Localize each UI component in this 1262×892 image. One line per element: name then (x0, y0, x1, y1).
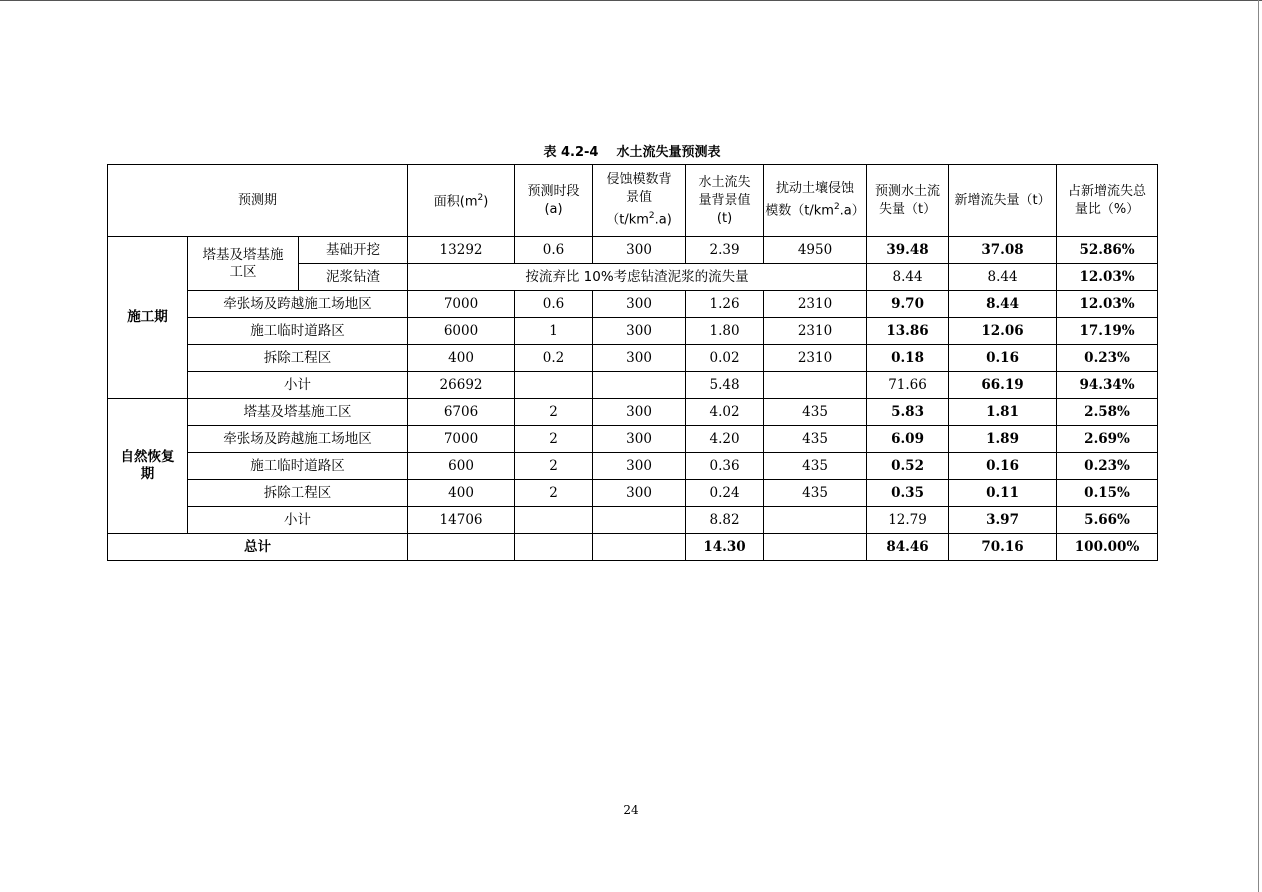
cell-ratio: 12.03% (1057, 264, 1158, 291)
cell-area: 6000 (408, 318, 515, 345)
cell-erosion: 300 (593, 426, 686, 453)
cell-area: 14706 (408, 507, 515, 534)
cell-duration (515, 372, 593, 399)
cell-erosion (593, 372, 686, 399)
cell-duration: 0.6 (515, 291, 593, 318)
cell-ratio: 2.69% (1057, 426, 1158, 453)
cell-predicted: 71.66 (867, 372, 949, 399)
period-construction: 施工期 (108, 237, 188, 399)
table-row (108, 453, 1158, 480)
cell-disturbed (764, 534, 867, 561)
cell-erosion: 300 (593, 237, 686, 264)
cell-area: 400 (408, 345, 515, 372)
header-period: 预测期 (108, 165, 408, 237)
cell-duration (515, 534, 593, 561)
cell-area: 26692 (408, 372, 515, 399)
cell-new-loss: 3.97 (949, 507, 1057, 534)
cell-erosion: 300 (593, 453, 686, 480)
table-row (108, 426, 1158, 453)
cell-background: 0.36 (686, 453, 764, 480)
row-label: 基础开挖 (299, 237, 408, 264)
cell-area: 400 (408, 480, 515, 507)
cell-disturbed: 2310 (764, 345, 867, 372)
table-number: 表 4.2-4 (543, 145, 599, 160)
cell-disturbed (764, 372, 867, 399)
cell-ratio: 0.23% (1057, 453, 1158, 480)
cell-ratio: 94.34% (1057, 372, 1158, 399)
header-disturbed-modulus: 扰动土壤侵蚀 模数$(t/km^2.a)$ (764, 165, 867, 237)
cell-disturbed: 435 (764, 399, 867, 426)
cell-area: 7000 (408, 426, 515, 453)
cell-erosion: 300 (593, 480, 686, 507)
cell-new-loss: 12.06 (949, 318, 1057, 345)
cell-predicted: 12.79 (867, 507, 949, 534)
cell-ratio: 52.86% (1057, 237, 1158, 264)
cell-new-loss: 70.16 (949, 534, 1057, 561)
row-label: 塔基及塔基施工区 (188, 399, 408, 426)
cell-area: 13292 (408, 237, 515, 264)
cell-disturbed (764, 507, 867, 534)
cell-disturbed: 435 (764, 453, 867, 480)
page-top-border (0, 0, 1262, 1)
header-background-loss: 水土流失 量背景值 (t) (686, 165, 764, 237)
cell-predicted: 8.44 (867, 264, 949, 291)
cell-predicted: 5.83 (867, 399, 949, 426)
cell-area: 6706 (408, 399, 515, 426)
cell-duration: 2 (515, 399, 593, 426)
header-row (108, 165, 1158, 237)
cell-predicted: 6.09 (867, 426, 949, 453)
cell-duration: 2 (515, 426, 593, 453)
page-number: 24 (623, 803, 639, 817)
cell-ratio: 12.03% (1057, 291, 1158, 318)
header-predicted-loss: 预测水土流 失量（t） (867, 165, 949, 237)
cell-duration: 2 (515, 480, 593, 507)
cell-background: 1.80 (686, 318, 764, 345)
cell-duration: 0.6 (515, 237, 593, 264)
cell-background: 2.39 (686, 237, 764, 264)
table-row-total (108, 534, 1158, 561)
cell-background: 5.48 (686, 372, 764, 399)
cell-area: 7000 (408, 291, 515, 318)
cell-area: 600 (408, 453, 515, 480)
cell-erosion (593, 534, 686, 561)
header-duration: 预测时段 (a) (515, 165, 593, 237)
cell-background: 4.20 (686, 426, 764, 453)
table-title: 水土流失量预测表 (616, 145, 721, 160)
table-row (108, 237, 1158, 264)
table-row-subtotal (108, 507, 1158, 534)
header-new-loss: 新增流失量（t） (949, 165, 1057, 237)
table-row (108, 399, 1158, 426)
cell-predicted: 0.18 (867, 345, 949, 372)
cell-predicted: 13.86 (867, 318, 949, 345)
table-row (108, 291, 1158, 318)
row-label: 牵张场及跨越施工场地区 (188, 291, 408, 318)
cell-new-loss: 8.44 (949, 291, 1057, 318)
cell-predicted: 0.35 (867, 480, 949, 507)
cell-predicted: 39.48 (867, 237, 949, 264)
period-recovery: 自然恢复 期 (108, 399, 188, 534)
tower-zone-label: 塔基及塔基施 工区 (188, 237, 299, 291)
cell-disturbed: 4950 (764, 237, 867, 264)
cell-ratio: 5.66% (1057, 507, 1158, 534)
cell-disturbed: 435 (764, 426, 867, 453)
cell-background: 14.30 (686, 534, 764, 561)
row-label: 泥浆钻渣 (299, 264, 408, 291)
cell-duration (515, 507, 593, 534)
row-label: 牵张场及跨越施工场地区 (188, 426, 408, 453)
soil-loss-prediction-table (107, 164, 1158, 561)
cell-duration: 1 (515, 318, 593, 345)
cell-background: 8.82 (686, 507, 764, 534)
cell-new-loss: 1.89 (949, 426, 1057, 453)
row-label: 施工临时道路区 (188, 453, 408, 480)
table-row (108, 318, 1158, 345)
cell-new-loss: 8.44 (949, 264, 1057, 291)
table-caption (107, 141, 1157, 160)
row-label: 小计 (188, 372, 408, 399)
cell-background: 0.02 (686, 345, 764, 372)
row-label: 拆除工程区 (188, 345, 408, 372)
header-erosion-modulus: 侵蚀模数背 景值 $(t/km^2.a)$ (593, 165, 686, 237)
cell-new-loss: 0.16 (949, 345, 1057, 372)
cell-background: 0.24 (686, 480, 764, 507)
cell-ratio: 100.00% (1057, 534, 1158, 561)
cell-disturbed: 435 (764, 480, 867, 507)
table-row (108, 345, 1158, 372)
cell-duration: 2 (515, 453, 593, 480)
cell-background: 4.02 (686, 399, 764, 426)
header-ratio: 占新增流失总 量比（%） (1057, 165, 1158, 237)
cell-predicted: 84.46 (867, 534, 949, 561)
cell-erosion: 300 (593, 318, 686, 345)
cell-ratio: 0.23% (1057, 345, 1158, 372)
cell-new-loss: 1.81 (949, 399, 1057, 426)
cell-disturbed: 2310 (764, 291, 867, 318)
cell-predicted: 0.52 (867, 453, 949, 480)
cell-new-loss: 0.11 (949, 480, 1057, 507)
row-label: 施工临时道路区 (188, 318, 408, 345)
cell-ratio: 0.15% (1057, 480, 1158, 507)
cell-new-loss: 0.16 (949, 453, 1057, 480)
cell-predicted: 9.70 (867, 291, 949, 318)
page-right-border (1258, 0, 1259, 892)
row-label: 拆除工程区 (188, 480, 408, 507)
cell-new-loss: 37.08 (949, 237, 1057, 264)
table-row (108, 480, 1158, 507)
cell-erosion: 300 (593, 399, 686, 426)
cell-duration: 0.2 (515, 345, 593, 372)
cell-background: 1.26 (686, 291, 764, 318)
slurry-note: 按流弃比 10%考虑钻渣泥浆的流失量 (408, 264, 867, 291)
cell-erosion: 300 (593, 291, 686, 318)
header-area: 面积$(m^2)$ (408, 165, 515, 237)
cell-ratio: 2.58% (1057, 399, 1158, 426)
cell-new-loss: 66.19 (949, 372, 1057, 399)
cell-ratio: 17.19% (1057, 318, 1158, 345)
cell-erosion (593, 507, 686, 534)
table-row-subtotal (108, 372, 1158, 399)
cell-disturbed: 2310 (764, 318, 867, 345)
total-label: 总计 (108, 534, 408, 561)
cell-area (408, 534, 515, 561)
row-label: 小计 (188, 507, 408, 534)
cell-erosion: 300 (593, 345, 686, 372)
